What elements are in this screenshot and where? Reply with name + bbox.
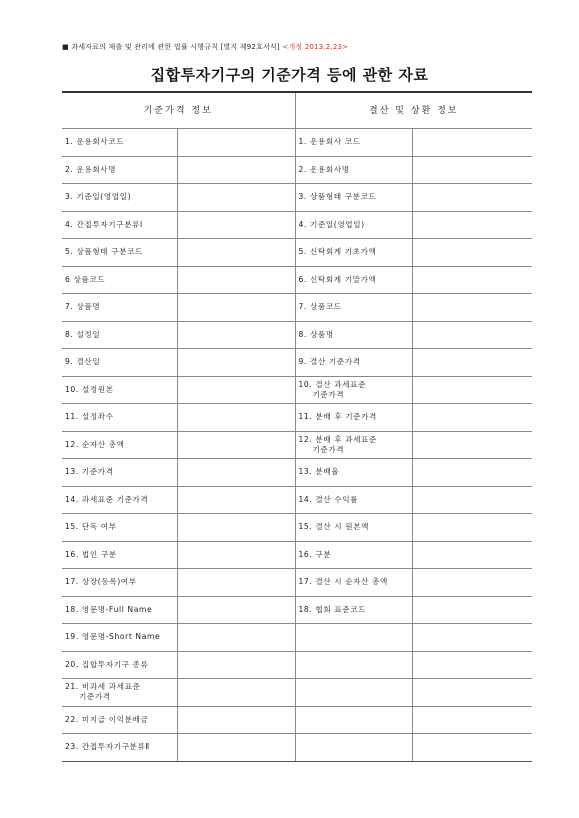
table-row [62, 459, 532, 487]
price-field-label [62, 596, 177, 624]
field-label-text: 11. 설정좌수 [65, 412, 114, 422]
table-row [62, 239, 532, 267]
field-label-text: 2. 운용회사명 [298, 164, 350, 174]
table-row [62, 404, 532, 432]
table-row [62, 156, 532, 184]
field-label-text: 17. 결산 시 순자산 총액 [298, 577, 388, 587]
settlement-field-label [295, 211, 412, 239]
price-field-value[interactable] [177, 349, 295, 377]
settlement-field-value[interactable] [412, 211, 532, 239]
price-field-value[interactable] [177, 184, 295, 212]
price-field-label [62, 734, 177, 762]
settlement-field-value[interactable] [412, 459, 532, 487]
settlement-field-value[interactable] [412, 706, 532, 734]
settlement-field-value[interactable] [412, 514, 532, 542]
field-label-text: 6. 신탁회계 기말가액 [298, 274, 377, 284]
field-label-text: 21. 비과세 과세표준 [65, 682, 141, 692]
settlement-field-label [295, 734, 412, 762]
price-field-label [62, 129, 177, 157]
form-law-reference: ■ 과세자료의 제출 및 관리에 관한 법률 시행규칙 [별지 제92호서식] [62, 43, 280, 51]
field-label-text: 12. 순자산 총액 [65, 439, 125, 449]
price-field-label [62, 514, 177, 542]
field-label-text: 5. 상품형태 구분코드 [65, 247, 143, 257]
form-reference-note [62, 42, 348, 52]
settlement-field-label [295, 706, 412, 734]
price-field-value[interactable] [177, 404, 295, 432]
settlement-field-value[interactable] [412, 679, 532, 707]
settlement-field-label [295, 321, 412, 349]
field-label-text: 7. 상품명 [65, 302, 101, 312]
price-field-value[interactable] [177, 294, 295, 322]
price-field-label [62, 266, 177, 294]
field-label-text: 8. 상품명 [298, 329, 334, 339]
field-label-text: 14. 과세표준 기준가격 [65, 494, 149, 504]
field-label-text: 10. 설정원본 [65, 384, 114, 394]
price-field-value[interactable] [177, 541, 295, 569]
price-field-value[interactable] [177, 596, 295, 624]
price-field-label [62, 404, 177, 432]
settlement-field-value[interactable] [412, 596, 532, 624]
field-label-text: 13. 분배율 [298, 467, 340, 477]
settlement-field-label [295, 541, 412, 569]
table-row [62, 129, 532, 157]
settlement-field-value[interactable] [412, 431, 532, 459]
settlement-field-label [295, 596, 412, 624]
table-header-row [62, 92, 532, 129]
settlement-field-value[interactable] [412, 624, 532, 652]
price-field-label [62, 459, 177, 487]
table-row [62, 569, 532, 597]
settlement-field-value[interactable] [412, 294, 532, 322]
field-label-text: 1. 운용회사 코드 [298, 137, 361, 147]
settlement-field-value[interactable] [412, 239, 532, 267]
price-field-label [62, 679, 177, 707]
field-label-text: 23. 간접투자기구분류Ⅱ [65, 742, 150, 752]
table-row [62, 294, 532, 322]
table-row [62, 679, 532, 707]
price-field-label [62, 156, 177, 184]
field-label-text: 13. 기준가격 [65, 467, 114, 477]
price-field-value[interactable] [177, 679, 295, 707]
settlement-field-label [295, 514, 412, 542]
table-row [62, 376, 532, 404]
settlement-field-value[interactable] [412, 486, 532, 514]
field-label-text: 17. 상장(등록)여부 [65, 577, 137, 587]
field-label-text: 14. 결산 수익률 [298, 494, 359, 504]
price-field-label [62, 569, 177, 597]
settlement-field-label [295, 266, 412, 294]
field-label-text: 9. 결산일 [65, 357, 101, 367]
field-label-text: 8. 설정일 [65, 329, 101, 339]
revision-date: <개정 2013.2.23> [282, 43, 349, 51]
column-header-settlement-info: 결산 및 상환 정보 [295, 92, 532, 129]
price-field-label [62, 294, 177, 322]
price-field-value[interactable] [177, 459, 295, 487]
field-label-text: 4. 기준일(영업일) [298, 219, 365, 229]
settlement-field-value[interactable] [412, 349, 532, 377]
settlement-field-value[interactable] [412, 156, 532, 184]
price-field-label [62, 184, 177, 212]
table-row [62, 651, 532, 679]
price-field-value[interactable] [177, 431, 295, 459]
settlement-field-value[interactable] [412, 266, 532, 294]
field-label-text: 3. 기준일(영업일) [65, 192, 132, 202]
settlement-field-value[interactable] [412, 651, 532, 679]
field-label-text: 기준가격 [312, 389, 345, 399]
field-label-text: 3. 상품형태 구분코드 [298, 192, 377, 202]
field-label-text: 6 상품코드 [65, 274, 106, 284]
table-row [62, 321, 532, 349]
price-field-label [62, 321, 177, 349]
table-row [62, 211, 532, 239]
settlement-field-label [295, 349, 412, 377]
table-row [62, 431, 532, 459]
price-field-value[interactable] [177, 706, 295, 734]
settlement-field-value[interactable] [412, 184, 532, 212]
price-field-value[interactable] [177, 239, 295, 267]
field-label-text: 2. 운용회사명 [65, 164, 117, 174]
table-row [62, 734, 532, 762]
table-row [62, 541, 532, 569]
field-label-text: 기준가격 [79, 692, 111, 702]
table-row [62, 266, 532, 294]
field-label-text: 19. 영문명-Short Name [65, 632, 161, 642]
settlement-field-value[interactable] [412, 569, 532, 597]
field-label-text: 7. 상품코드 [298, 302, 342, 312]
price-field-label [62, 431, 177, 459]
field-label-text: 22. 미지급 이익분배금 [65, 714, 149, 724]
field-label-text: 18. 영문명-Full Name [65, 604, 153, 614]
settlement-field-label [295, 239, 412, 267]
price-field-value[interactable] [177, 514, 295, 542]
price-field-label [62, 624, 177, 652]
settlement-field-value[interactable] [412, 129, 532, 157]
field-label-text: 1. 운용회사코드 [65, 137, 125, 147]
price-field-value[interactable] [177, 376, 295, 404]
settlement-field-label [295, 624, 412, 652]
field-label-text: 15. 단독 여부 [65, 522, 117, 532]
settlement-field-label [295, 569, 412, 597]
settlement-field-label [295, 404, 412, 432]
field-label-text: 16. 법인 구분 [65, 549, 117, 559]
price-field-value[interactable] [177, 486, 295, 514]
price-info-table [62, 91, 532, 762]
settlement-field-label [295, 486, 412, 514]
price-field-value[interactable] [177, 651, 295, 679]
price-field-label [62, 651, 177, 679]
field-label-text: 15. 결산 시 원본액 [298, 522, 370, 532]
price-field-value[interactable] [177, 734, 295, 762]
price-field-label [62, 541, 177, 569]
price-field-value[interactable] [177, 266, 295, 294]
settlement-field-label [295, 459, 412, 487]
settlement-field-value[interactable] [412, 541, 532, 569]
settlement-field-label [295, 679, 412, 707]
price-field-label [62, 349, 177, 377]
settlement-field-label [295, 129, 412, 157]
price-field-value[interactable] [177, 624, 295, 652]
field-label-text: 4. 간접투자기구분류Ⅰ [65, 219, 143, 229]
price-field-label [62, 486, 177, 514]
table-row [62, 706, 532, 734]
settlement-field-label [295, 651, 412, 679]
settlement-field-value[interactable] [412, 321, 532, 349]
price-field-value[interactable] [177, 211, 295, 239]
price-field-label [62, 211, 177, 239]
document-title: 집합투자기구의 기준가격 등에 관한 자료 [150, 66, 429, 84]
price-field-value[interactable] [177, 321, 295, 349]
settlement-field-value[interactable] [412, 376, 532, 404]
field-label-text: 18. 협회 표준코드 [298, 604, 367, 614]
settlement-field-value[interactable] [412, 734, 532, 762]
price-field-value[interactable] [177, 156, 295, 184]
field-label-text: 9. 결산 기준가격 [298, 357, 361, 367]
table-row [62, 349, 532, 377]
price-field-label [62, 239, 177, 267]
settlement-field-label [295, 156, 412, 184]
table-row [62, 624, 532, 652]
field-label-text: 5. 신탁회계 기초가액 [298, 247, 377, 257]
field-label-text: 11. 분배 후 기준가격 [298, 412, 377, 422]
table-row [62, 514, 532, 542]
settlement-field-label [295, 184, 412, 212]
field-label-text: 20. 집합투자기구 종류 [65, 659, 149, 669]
field-label-text: 12. 분배 후 과세표준 [298, 434, 377, 444]
settlement-field-label [295, 376, 412, 404]
price-field-value[interactable] [177, 129, 295, 157]
table-row [62, 184, 532, 212]
field-label-text: 기준가격 [312, 444, 345, 454]
table-row [62, 486, 532, 514]
settlement-field-label [295, 431, 412, 459]
column-header-price-info: 기준가격 정보 [62, 92, 295, 129]
price-field-label [62, 706, 177, 734]
table-row [62, 596, 532, 624]
price-field-label [62, 376, 177, 404]
settlement-field-value[interactable] [412, 404, 532, 432]
price-field-value[interactable] [177, 569, 295, 597]
settlement-field-label [295, 294, 412, 322]
field-label-text: 16. 구분 [298, 549, 332, 559]
field-label-text: 10. 결산 과세표준 [298, 379, 367, 389]
